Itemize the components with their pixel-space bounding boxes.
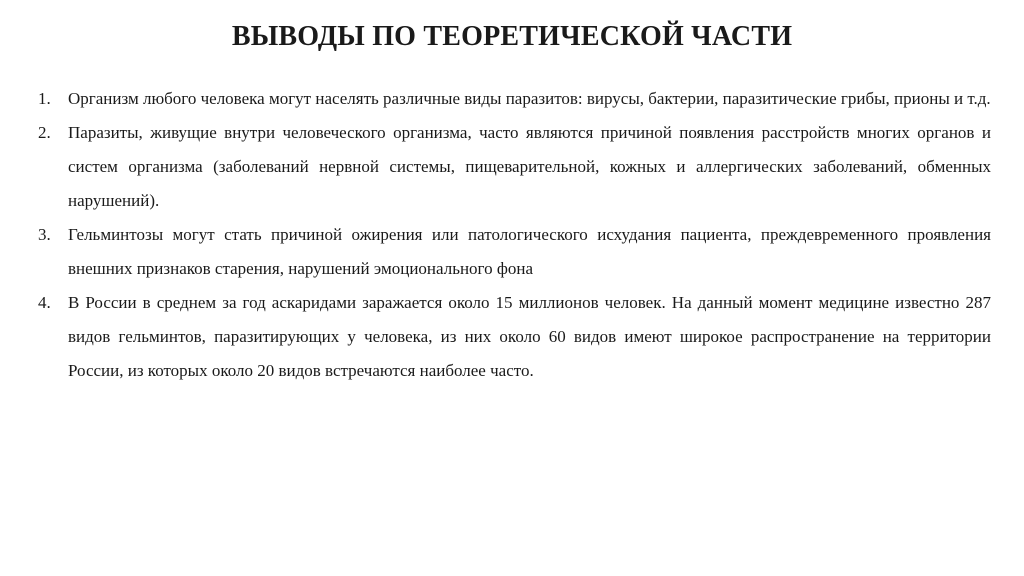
list-item: [35, 116, 991, 218]
conclusions-list: [35, 82, 991, 388]
item-text: Гельминтозы могут стать причиной ожирения или патологического исхудания пациента, преждевременного проявления внешних признаков старения, нарушений эмоционального фона: [68, 225, 991, 278]
list-item: [35, 286, 991, 388]
item-number: 3.: [38, 225, 51, 244]
list-item: [35, 218, 991, 286]
item-number: 1.: [38, 89, 51, 108]
item-number: 2.: [38, 123, 51, 142]
item-text: Паразиты, живущие внутри человеческого организма, часто являются причиной появления расстройств многих органов и систем организма (заболеваний нервной системы, пищеварительной, кожных и аллергических заболеваний, обменных нарушений).: [68, 123, 991, 210]
slide-title: ВЫВОДЫ ПО ТЕОРЕТИЧЕСКОЙ ЧАСТИ: [231, 21, 793, 52]
item-number: 4.: [38, 293, 51, 312]
item-text: В России в среднем за год аскаридами заражается около 15 миллионов человек. На данный момент медицине известно 287 видов гельминтов, паразитирующих у человека, из них около 60 видов имеют широкое распространение на территории России, из которых около 20 видов встречаются наиболее часто.: [68, 293, 991, 380]
list-item: [35, 82, 991, 116]
item-text: Организм любого человека могут населять различные виды паразитов: вирусы, бактерии, паразитические грибы, прионы и т.д.: [68, 89, 991, 108]
